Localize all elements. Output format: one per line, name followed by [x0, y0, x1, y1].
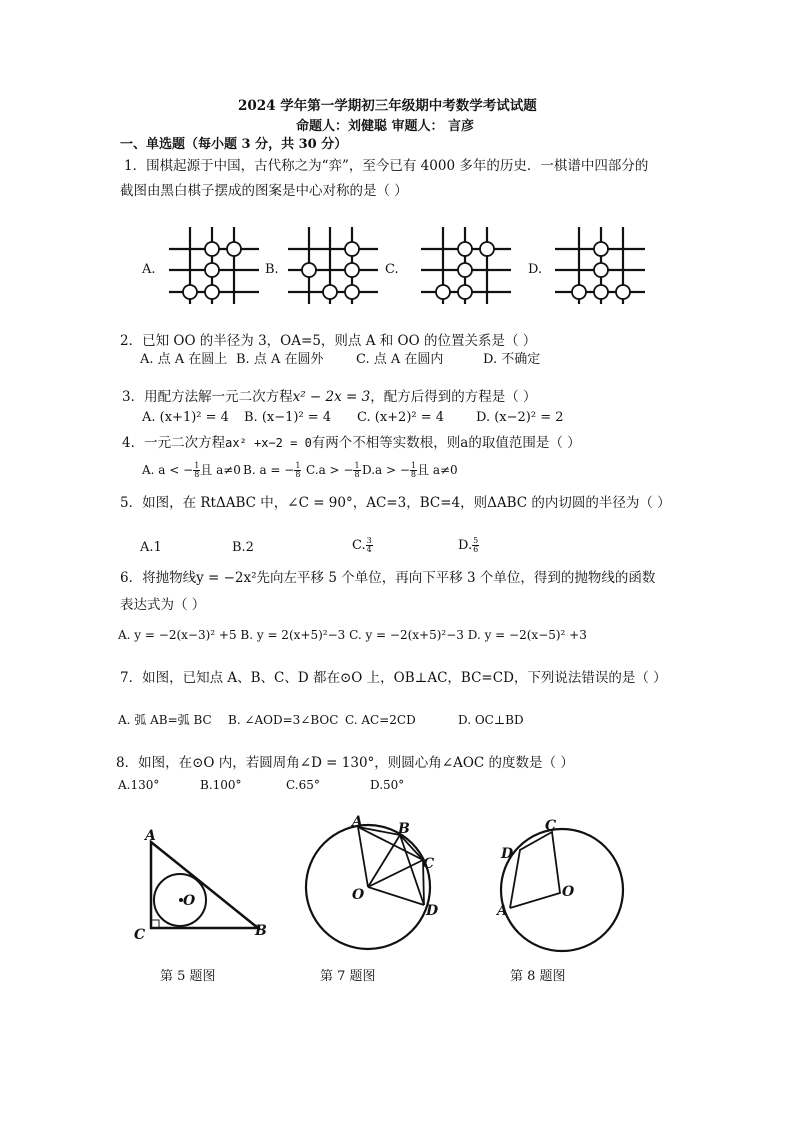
q8-option-a: A.130°: [118, 778, 160, 792]
q7-stem: 7．如图，已知点 A、B、C、D 都在⊙O 上，OB⊥AC，BC=CD，下列说法错误的是（ ）: [120, 670, 667, 686]
q5-option-c-text: C.: [352, 538, 366, 553]
exam-authors: 命题人：刘健聪 审题人： 言彦: [296, 119, 475, 134]
q4-option-c: [306, 462, 361, 479]
q4-stem-prefix: 4．一元二次方程: [122, 435, 226, 451]
q5-stem: 5．如图，在 RtΔABC 中，∠C = 90°，AC=3，BC=4，则ΔABC 的内切圆的半径为（ ）: [120, 495, 671, 511]
q3-option-b: B. (x−1)² = 4: [244, 410, 332, 425]
fig7-label-a: A: [352, 814, 363, 830]
q4-option-a: [142, 462, 241, 479]
fig8-label-o: O: [562, 884, 575, 900]
q4-option-c-fraction: [353, 462, 360, 479]
q5-option-d-text: D.: [458, 538, 473, 553]
go-board-a: [162, 224, 262, 306]
q1-option-d: D.: [528, 262, 543, 277]
q4-option-d: [362, 462, 458, 479]
q4-stem: [122, 435, 581, 451]
fig7-label-d: D: [426, 903, 439, 919]
fig7-caption: 第 7 题图: [320, 969, 376, 984]
fig7-label-c: C: [423, 856, 435, 872]
fig5-label-a: A: [145, 828, 156, 844]
q4-option-a-text: A. a < −: [142, 463, 194, 477]
q5-option-c: [352, 537, 373, 554]
q6-line2: 表达式为（ ）: [120, 597, 206, 613]
q6-line1: 6．将抛物线y = −2x²先向左平移 5 个单位，再向下平移 3 个单位，得到的抛物线的函数: [120, 570, 656, 586]
fig5-label-c: C: [134, 927, 146, 943]
fig8-label-a: A: [497, 903, 508, 919]
fig7-label-o: O: [352, 887, 365, 903]
figure-7-diagram: [300, 815, 450, 955]
q2-option-d: D. 不确定: [483, 352, 541, 367]
q3-stem-prefix: 3．用配方法解一元二次方程: [122, 389, 293, 405]
q8-stem: 8．如图，在⊙O 内，若圆周角∠D = 130°，则圆心角∠AOC 的度数是（ ）: [116, 755, 574, 771]
frac-den: 8: [194, 470, 200, 479]
go-board-d: [552, 224, 652, 306]
q4-option-b-fraction: [294, 462, 301, 479]
frac-num: 1: [410, 461, 416, 470]
fig5-caption: 第 5 题图: [160, 969, 216, 984]
q3-option-d: D. (x−2)² = 2: [476, 410, 564, 425]
q4-option-b-text: B. a = −: [243, 463, 295, 477]
frac-num: 1: [194, 461, 200, 470]
figure-8-diagram: [495, 815, 625, 955]
q8-option-d: D.50°: [370, 778, 405, 792]
frac-num: 5: [473, 536, 479, 545]
q1-line2: 截图由黑白棋子摆成的图案是中心对称的是（ ）: [120, 183, 408, 199]
q1-line1: 1．围棋起源于中国，古代称之为“弈”，至今已有 4000 多年的历史．一棋谱中四部分的: [124, 158, 649, 174]
q4-option-d-text: D.a > −: [362, 463, 410, 477]
q4-stem-suffix: 有两个不相等实数根，则a的取值范围是（ ）: [311, 435, 581, 451]
q4-option-d-fraction: [410, 462, 417, 479]
q4-option-d-cond: 且 a≠0: [417, 463, 458, 477]
q1-option-a: A.: [142, 262, 156, 277]
q2-stem: 2．已知 OO 的半径为 3，OA=5，则点 A 和 OO 的位置关系是（ ）: [120, 333, 537, 349]
q7-option-b: B. ∠AOD=3∠BOC: [228, 713, 339, 727]
fig5-label-o: O: [183, 893, 196, 909]
q5-option-d: [458, 537, 479, 554]
q3-stem-suffix: ，配方后得到的方程是（ ）: [370, 389, 537, 405]
q1-option-c: C.: [385, 262, 399, 277]
q3-stem: [122, 389, 537, 405]
frac-num: 3: [366, 536, 372, 545]
q2-option-c: C. 点 A 在圆内: [356, 352, 444, 367]
q8-option-c: C.65°: [286, 778, 320, 792]
q5-option-c-fraction: [366, 537, 373, 554]
q4-equation: ax² +x−2 = 0: [225, 436, 312, 450]
frac-den: 8: [295, 470, 301, 479]
go-board-c: [418, 224, 518, 306]
q3-equation: x² − 2x = 3: [292, 389, 371, 405]
go-board-b: [285, 224, 385, 306]
q7-option-d: D. OC⊥BD: [458, 713, 524, 727]
q2-option-b: B. 点 A 在圆外: [236, 352, 324, 367]
q3-option-a: A. (x+1)² = 4: [142, 410, 229, 425]
q2-option-a: A. 点 A 在圆上: [140, 352, 228, 367]
q6-options: A. y = −2(x−3)² +5 B. y = 2(x+5)²−3 C. y = −2(x+5)²−3 D. y = −2(x−5)² +3: [118, 628, 587, 642]
q3-option-c: C. (x+2)² = 4: [357, 410, 445, 425]
frac-num: 1: [354, 461, 360, 470]
fig8-label-d: D: [501, 846, 514, 862]
q4-option-c-text: C.a > −: [306, 463, 354, 477]
frac-den: 4: [366, 545, 372, 554]
q1-option-b: B.: [265, 262, 279, 277]
q4-option-a-cond: 且 a≠0: [200, 463, 241, 477]
fig8-caption: 第 8 题图: [510, 969, 566, 984]
q5-option-d-fraction: [472, 537, 479, 554]
fig8-label-c: C: [545, 818, 557, 834]
frac-den: 6: [473, 545, 479, 554]
q8-option-b: B.100°: [200, 778, 242, 792]
fig5-label-b: B: [255, 923, 267, 939]
q7-option-c: C. AC=2CD: [345, 713, 416, 727]
frac-den: 8: [354, 470, 360, 479]
exam-title: 2024 学年第一学期初三年级期中考数学考试试题: [238, 98, 537, 114]
q5-option-a: A.1: [140, 540, 162, 555]
fig7-label-b: B: [398, 821, 410, 837]
q5-option-b: B.2: [232, 540, 254, 555]
q4-option-b: [243, 462, 301, 479]
frac-num: 1: [295, 461, 301, 470]
frac-den: 8: [410, 470, 416, 479]
section-heading: 一、单选题（每小题 3 分，共 30 分）: [120, 137, 348, 152]
q7-option-a: A. 弧 AB=弧 BC: [118, 713, 212, 727]
